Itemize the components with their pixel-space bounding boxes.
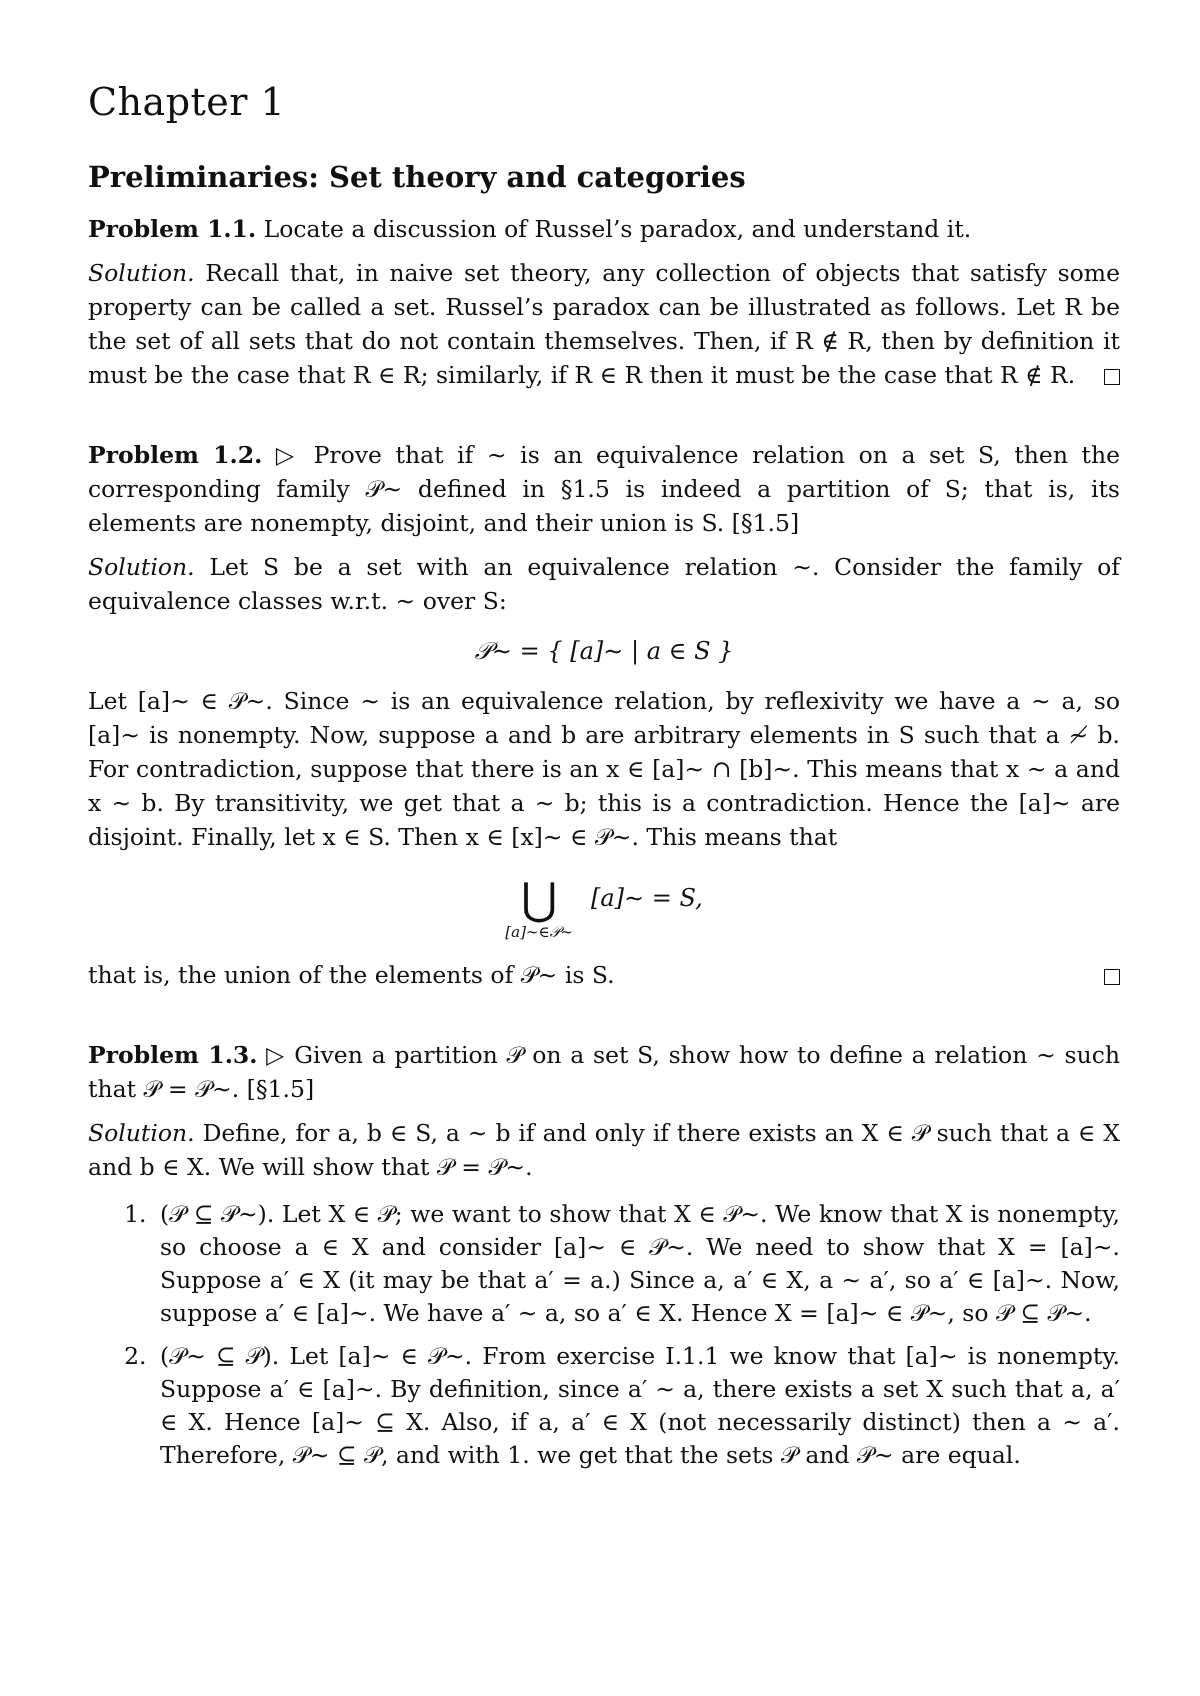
union-rhs: [a]∼ = S, (590, 884, 703, 913)
union-subscript: [a]∼∈𝒫∼ (505, 923, 573, 942)
union-operator (505, 874, 573, 942)
problem-title: Problem 1.2. (88, 441, 263, 470)
solution-label: Solution. (88, 553, 195, 582)
problem-statement: Locate a discussion of Russel’s paradox, and understand it. (256, 215, 972, 244)
bigcup-icon: ⋃ (521, 874, 558, 926)
solution-text: Let S be a set with an equivalence relation ∼. Consider the family of equivalence classes w.r.t. ∼ over S: (88, 553, 1120, 616)
solution-end-text: that is, the union of the elements of 𝒫∼ is S. (88, 961, 615, 990)
qed-box-icon (1104, 969, 1120, 985)
solution-text: Recall that, in naive set theory, any collection of objects that satisfy some property can be called a set. Russel’s paradox can be illustrated as follows. Let R be the set of all sets that do not contain themselves. Then, if R ∉ R, then by definition it must be the case that R ∈ R; similarly, if R ∈ R then it must be the case that R ∉ R. (88, 259, 1120, 390)
union-equation (88, 864, 1120, 954)
solution-text: Define, for a, b ∈ S, a ∼ b if and only if there exists an X ∈ 𝒫 such that a ∈ X and b ∈ X. We will show that 𝒫 = 𝒫∼. (88, 1119, 1120, 1182)
list-item: 1. (𝒫 ⊆ 𝒫∼). Let X ∈ 𝒫; we want to show that X ∈ 𝒫∼. We know that X is nonempty, so choose a ∈ X and consider [a]∼ ∈ 𝒫∼. We need to show that X = [a]∼. Suppose a′ ∈ X (it may be that a′ = a.) Since a, a′ ∈ X, a ∼ a′, so a′ ∈ [a]∼. Now, suppose a′ ∈ [a]∼. We have a′ ∼ a, so a′ ∈ X. Hence X = [a]∼ ∈ 𝒫∼, so 𝒫 ⊆ 𝒫∼. (154, 1198, 1120, 1330)
problem-title: Problem 1.3. (88, 1041, 258, 1070)
solution-end (88, 958, 1120, 992)
display-equation: 𝒫∼ = { [a]∼ | a ∈ S } (474, 637, 734, 666)
solution-1-1 (88, 256, 1120, 392)
qed-box-icon (1104, 369, 1120, 385)
problem-1-2 (88, 438, 1120, 540)
solution-label: Solution. (88, 1119, 195, 1148)
solution-1-3 (88, 1116, 1120, 1184)
problem-title: Problem 1.1. (88, 215, 257, 244)
chapter-heading: Chapter 1 (88, 80, 286, 124)
problem-1-3 (88, 1038, 1120, 1106)
solution-1-2 (88, 550, 1120, 618)
proof-steps-list (88, 1198, 1120, 1472)
section-heading: Preliminaries: Set theory and categories (88, 159, 746, 194)
problem-1-1 (88, 212, 1120, 246)
list-item: 2. (𝒫∼ ⊆ 𝒫). Let [a]∼ ∈ 𝒫∼. From exercise I.1.1 we know that [a]∼ is nonempty. Suppose a′ ∈ [a]∼. By definition, since a′ ∼ a, there exists a set X such that a, a′ ∈ X. Hence [a]∼ ⊆ X. Also, if a, a′ ∈ X (not necessarily distinct) then a ∼ a′. Therefore, 𝒫∼ ⊆ 𝒫, and with 1. we get that the sets 𝒫 and 𝒫∼ are equal. (154, 1340, 1120, 1472)
document-page (88, 70, 1120, 1482)
problem-statement: ▷ Given a partition 𝒫 on a set S, show how to define a relation ∼ such that 𝒫 = 𝒫∼. [§1.5] (88, 1041, 1120, 1104)
solution-label: Solution. (88, 259, 195, 288)
problem-statement: ▷ Prove that if ∼ is an equivalence relation on a set S, then the corresponding family 𝒫∼ defined in §1.5 is indeed a partition of S; that is, its elements are nonempty, disjoint, and their union is S. [§1.5] (88, 441, 1121, 538)
solution-continuation: Let [a]∼ ∈ 𝒫∼. Since ∼ is an equivalence relation, by reflexivity we have a ∼ a, so [a]∼ is nonempty. Now, suppose a and b are arbitrary elements in S such that a ≁ b. For contradiction, suppose that there is an x ∈ [a]∼ ∩ [b]∼. This means that x ∼ a and x ∼ b. By transitivity, we get that a ∼ b; this is a contradiction. Hence the [a]∼ are disjoint. Finally, let x ∈ S. Then x ∈ [x]∼ ∈ 𝒫∼. This means that (88, 687, 1120, 852)
